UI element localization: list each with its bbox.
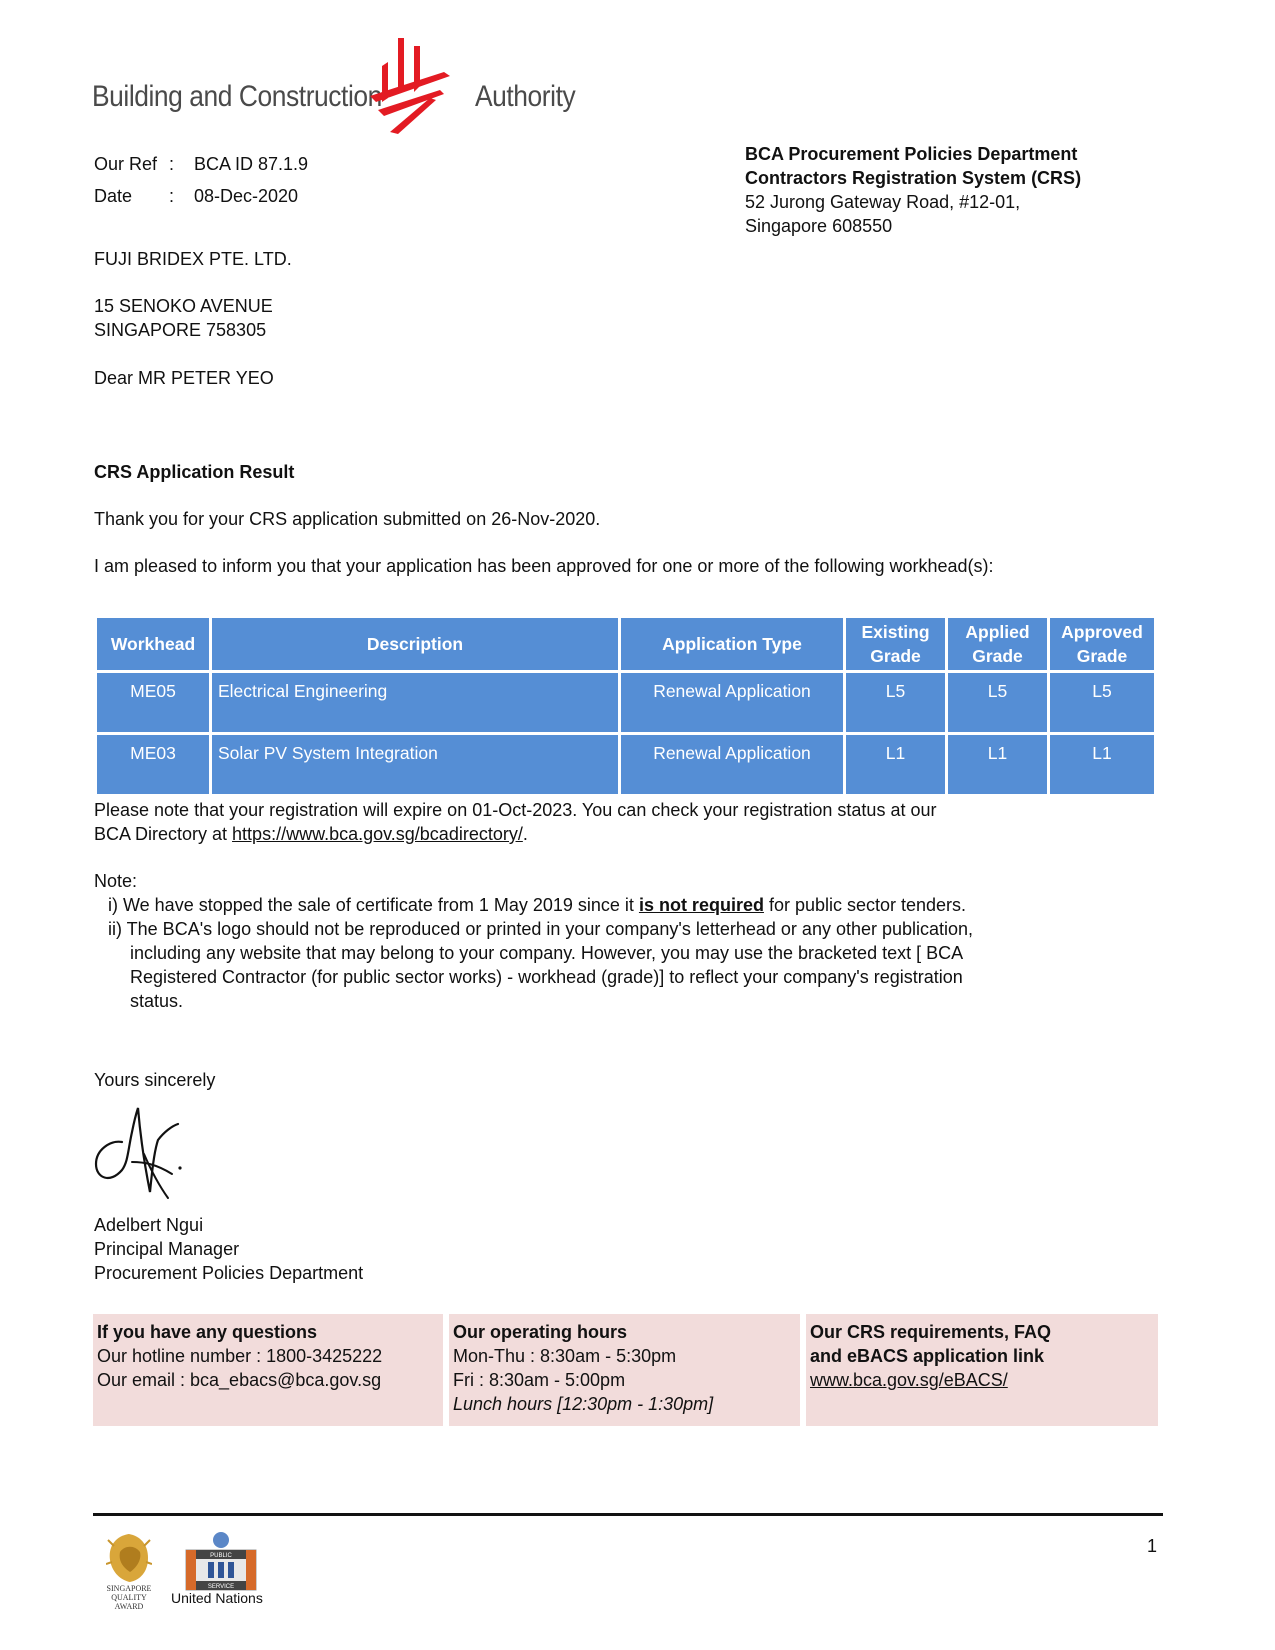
paragraph-submission: Thank you for your CRS application submitted on 26-Nov-2020.: [94, 509, 601, 529]
sender-system: Contractors Registration System (CRS): [745, 168, 1082, 188]
sender-address-1: 52 Jurong Gateway Road, #12-01,: [745, 192, 1021, 212]
header-existing-grade: [846, 618, 945, 670]
sqa-line-1: SINGAPORE: [106, 1584, 152, 1593]
table-row: [97, 673, 1154, 732]
note-1: [108, 893, 966, 917]
requirements-box: [806, 1314, 1158, 1426]
recipient-address-1: 15 SENOKO AVENUE: [94, 296, 273, 316]
logo-text-left: Building and Construction: [92, 80, 382, 113]
cell-approved-grade: L1: [1050, 735, 1154, 794]
note-2-line-2: including any website that may belong to your company. However, you may use the bracketed text [ BCA: [130, 943, 964, 963]
date-label: Date: [94, 186, 133, 206]
cell-approved-grade: L5: [1050, 673, 1154, 732]
page-number: 1: [1147, 1536, 1158, 1556]
date-colon: :: [169, 186, 175, 206]
ref-colon: :: [169, 154, 175, 174]
questions-box: [93, 1314, 443, 1426]
cell-description: Solar PV System Integration: [212, 735, 618, 794]
subject-heading: CRS Application Result: [94, 462, 295, 482]
questions-title: If you have any questions: [97, 1322, 318, 1342]
sign-off: Yours sincerely: [94, 1070, 216, 1090]
signatory-name: Adelbert Ngui: [94, 1215, 204, 1235]
hours-title: Our operating hours: [453, 1322, 628, 1342]
footer-divider: [93, 1513, 1163, 1516]
workhead-table: [94, 615, 1157, 797]
note-label: Note:: [94, 871, 138, 891]
note-2-line-4: status.: [130, 991, 184, 1011]
hotline-number: Our hotline number : 1800-3425222: [97, 1346, 383, 1366]
header-approved-line1: Approved: [1061, 622, 1143, 642]
note-1-emphasis: is not required: [638, 895, 764, 915]
recipient-company: FUJI BRIDEX PTE. LTD.: [94, 249, 292, 269]
cell-applied-grade: L1: [948, 735, 1047, 794]
header-approved-grade: [1050, 618, 1154, 670]
note-1-suffix: for public sector tenders.: [763, 895, 967, 915]
note-2-line-1: ii) The BCA's logo should not be reproduced or printed in your company's letterhead or any other publication,: [108, 919, 974, 939]
recipient-address-2: SINGAPORE 758305: [94, 320, 267, 340]
header-existing-line1: Existing: [861, 622, 930, 642]
logo-text-right: Authority: [475, 80, 576, 113]
singapore-quality-award-logo: [96, 1532, 162, 1624]
united-nations-label: United Nations: [171, 1590, 263, 1606]
header-approved-line2: Grade: [1076, 646, 1128, 666]
hours-mon-thu: Mon-Thu : 8:30am - 5:30pm: [453, 1346, 677, 1366]
public-service-logo: [182, 1530, 260, 1594]
bca-directory-link[interactable]: https://www.bca.gov.sg/bcadirectory/: [232, 824, 523, 844]
date-value: 08-Dec-2020: [194, 186, 299, 206]
hours-fri: Fri : 8:30am - 5:00pm: [453, 1370, 626, 1390]
note-1-prefix: i) We have stopped the sale of certificate from 1 May 2019 since it: [108, 895, 639, 915]
note-2-line-3: Registered Contractor (for public sector works) - workhead (grade)] to reflect your company's registration: [130, 967, 963, 987]
bca-logo-mark-icon: [370, 36, 458, 136]
cell-existing-grade: L1: [846, 735, 945, 794]
table-header-row: [97, 618, 1154, 670]
ebacs-link[interactable]: www.bca.gov.sg/eBACS/: [810, 1370, 1008, 1390]
requirements-title-2: and eBACS application link: [810, 1346, 1045, 1366]
badge-top-text: PUBLIC: [210, 1553, 232, 1559]
public-service-emblem-icon: [182, 1530, 260, 1594]
cell-existing-grade: L5: [846, 673, 945, 732]
sender-department: BCA Procurement Policies Department: [745, 144, 1078, 164]
header-existing-line2: Grade: [870, 646, 921, 666]
requirements-title-1: Our CRS requirements, FAQ: [810, 1322, 1052, 1342]
sqa-line-2: QUALITY: [111, 1593, 147, 1602]
lion-head-icon: [106, 1532, 152, 1584]
sqa-line-3: AWARD: [114, 1602, 144, 1611]
expiry-line-2: [94, 822, 528, 846]
cell-workhead: ME05: [97, 673, 209, 732]
signatory-department: Procurement Policies Department: [94, 1263, 364, 1283]
expiry-suffix: .: [522, 824, 528, 844]
cell-applied-grade: L5: [948, 673, 1047, 732]
sender-address-2: Singapore 608550: [745, 216, 893, 236]
lunch-hours: Lunch hours [12:30pm - 1:30pm]: [453, 1394, 714, 1414]
ref-label: Our Ref: [94, 154, 158, 174]
expiry-line-1: Please note that your registration will expire on 01-Oct-2023. You can check your registration status at our: [94, 800, 937, 820]
header-workhead: Workhead: [97, 618, 209, 670]
header-applied-line1: Applied: [965, 622, 1030, 642]
operating-hours-box: [449, 1314, 800, 1426]
header-applied-line2: Grade: [972, 646, 1023, 666]
cell-workhead: ME03: [97, 735, 209, 794]
contact-email: Our email : bca_ebacs@bca.gov.sg: [97, 1370, 382, 1390]
signature-image: [92, 1102, 188, 1202]
expiry-prefix: BCA Directory at: [94, 824, 233, 844]
cell-description: Electrical Engineering: [212, 673, 618, 732]
ref-value: BCA ID 87.1.9: [194, 154, 309, 174]
table-row: [97, 735, 1154, 794]
header-application-type: Application Type: [621, 618, 843, 670]
salutation: Dear MR PETER YEO: [94, 368, 274, 388]
cell-application-type: Renewal Application: [621, 735, 843, 794]
signatory-title: Principal Manager: [94, 1239, 240, 1259]
paragraph-approval: I am pleased to inform you that your application has been approved for one or more of the following workhead(s):: [94, 556, 994, 576]
cell-application-type: Renewal Application: [621, 673, 843, 732]
badge-bottom-text: SERVICE: [207, 1584, 235, 1590]
header-applied-grade: [948, 618, 1047, 670]
header-description: Description: [212, 618, 618, 670]
